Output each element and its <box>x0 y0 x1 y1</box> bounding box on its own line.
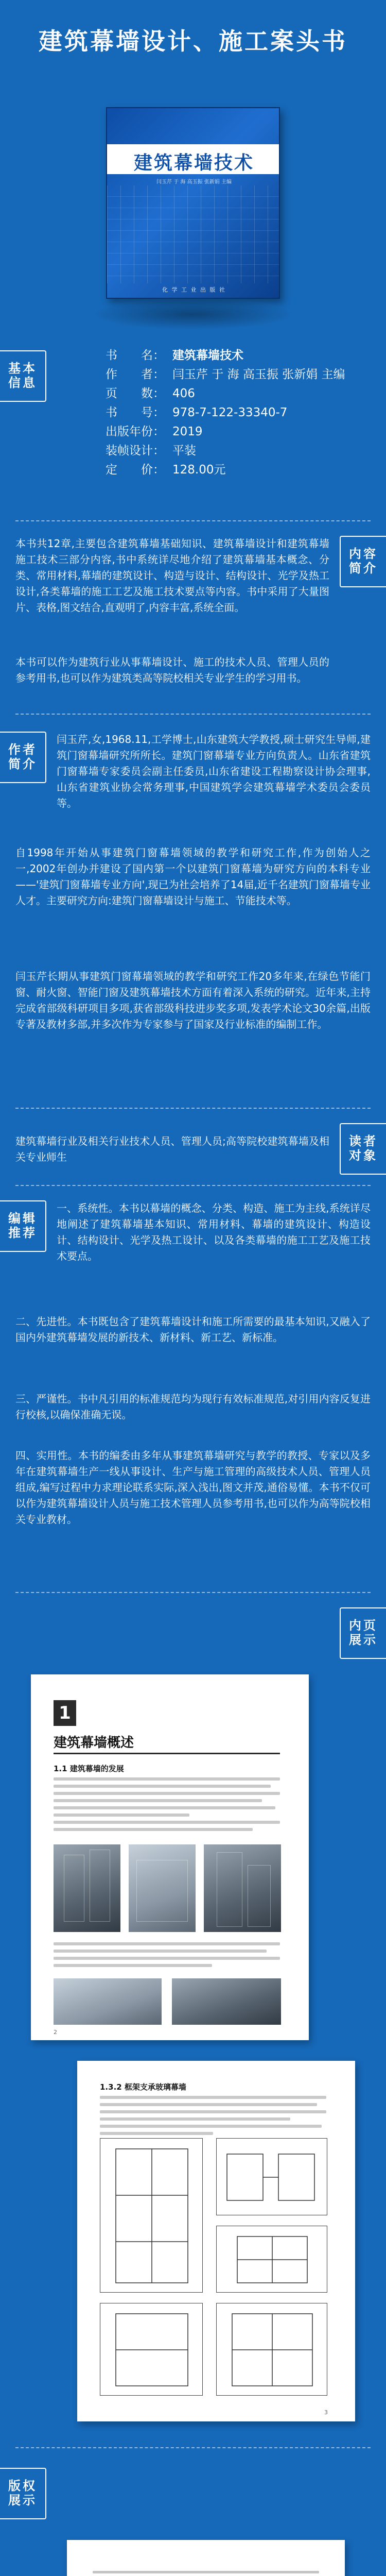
drawing-lines <box>217 2303 328 2396</box>
tag-preview-line2: 展示 <box>349 1633 378 1647</box>
divider <box>15 1108 371 1109</box>
book-cover <box>106 107 280 299</box>
chapter-title: 建筑幕墙概述 <box>54 1735 134 1751</box>
chapter-number: 1 <box>54 1700 76 1726</box>
preview-page-framed-glass <box>77 2061 355 2421</box>
features-text-1: 一、系统性。本书以幕墙的概念、分类、构造、施工为主线,系统详尽地阐述了建筑幕墙基本知识、常用材料、幕墙的建筑设计、构造设计、结构设计、光学及热工设计、以及各类幕墙的施工工艺及施工技术要点。 <box>57 1202 371 1262</box>
tag-basic-line1: 基本 <box>8 361 37 376</box>
author-intro-text-3: 闫玉芹长期从事建筑门窗幕墙领域的教学和研究工作20多年来,在绿色节能门窗、耐火窗、智能门窗及建筑幕墙技术方面有着深入系统的研究。近年来,主持完成省部级科研项目多项,获省部级科技进步奖多项,发表学术论文30余篇,出版专著及教材多部,并多次作为专家参与了国家及行业标准的编制工作。 <box>15 970 371 1030</box>
body-text-lines <box>54 1777 280 1835</box>
body-text-lines <box>100 2096 326 2139</box>
building-photo <box>54 1978 162 2025</box>
construction-drawing <box>216 2303 327 2396</box>
tag-author-line1: 作者 <box>8 742 37 757</box>
author-intro-text-2: 自1998年开始从事建筑门窗幕墙领域的教学和研究工作,作为创始人之一,2002年创办并建设了国内第一个以建筑门窗幕墙为研究方向的本科专业——'建筑门窗幕墙专业方向',现已为社会培养了14届,近千名建筑门窗幕墙专业人才。主要研究方向:建筑门窗幕墙设计与施工、节能技术等。 <box>15 846 371 907</box>
info-key: 页 数： <box>106 387 165 400</box>
info-value: 406 <box>172 387 195 400</box>
drawing-lines <box>217 2139 328 2216</box>
construction-drawing <box>216 2226 327 2293</box>
info-value: 建筑幕墙技术 <box>172 349 243 362</box>
section-title: 1.1 建筑幕墙的发展 <box>54 1764 124 1773</box>
info-row-title <box>106 346 373 365</box>
tag-author-line2: 简介 <box>8 757 37 771</box>
content-intro-text-2: 本书可以作为建筑行业从事幕墙设计、施工的技术人员、管理人员的参考用书,也可以作为建筑类高等院校相关专业学生的学习用书。 <box>15 656 329 684</box>
divider <box>15 1592 371 1593</box>
cover-shadow <box>93 299 293 330</box>
building-photo <box>204 1844 281 1932</box>
building-photo <box>172 1978 281 2025</box>
preface-text-lines <box>93 2571 319 2576</box>
book-facade-pattern <box>107 185 280 283</box>
readers-text: 建筑幕墙行业及相关行业技术人员、管理人员;高等院校建筑幕墙及相关专业师生 <box>15 1135 329 1163</box>
tag-copyright <box>0 2468 46 2519</box>
divider <box>15 1185 371 1186</box>
info-key: 出版年份： <box>106 425 165 438</box>
info-row-isbn <box>106 403 373 422</box>
features-text-2: 二、先进性。本书既包含了建筑幕墙设计和施工所需要的最基本知识,又融入了国内外建筑幕墙发展的新技术、新材料、新工艺、新标准。 <box>15 1315 371 1344</box>
book-title: 建筑幕墙技术 <box>133 152 254 174</box>
info-list <box>106 346 373 480</box>
building-photo <box>54 1844 120 1932</box>
info-value: 闫玉芹 于 海 高玉振 张新娟 主编 <box>172 368 345 381</box>
info-value: 平装 <box>172 444 196 457</box>
tag-readers <box>340 1123 386 1175</box>
info-row-price <box>106 461 373 480</box>
tag-content-intro <box>340 536 386 587</box>
building-photo <box>129 1844 196 1932</box>
page-number: 2 <box>54 2029 57 2036</box>
drawing-lines <box>100 2139 203 2293</box>
features-text-4: 四、实用性。本书的编委由多年从事建筑幕墙研究与教学的教授、专家以及多年在建筑幕墙生产一线从事设计、生产与施工管理的高级技术人员、管理人员组成,编写过程中力求理论联系实际,深入浅出,图文并茂,通俗易懂。本书不仅可以作为建筑幕墙设计人员与施工技术管理人员参考用书,也可以作为高等院校相关专业教材。 <box>15 1449 371 1526</box>
info-value: 128.00元 <box>172 463 226 477</box>
construction-drawing <box>216 2138 327 2215</box>
section-title: 1.3.2 框架支承玻璃幕墙 <box>100 2082 186 2092</box>
info-key: 装帧设计： <box>106 444 165 457</box>
info-row-pages <box>106 384 373 403</box>
info-key: 书 号： <box>106 406 165 419</box>
drawing-lines <box>100 2303 203 2396</box>
info-value: 2019 <box>172 425 203 438</box>
author-intro-text-1: 闫玉芹,女,1968.11,工学博士,山东建筑大学教授,硕士研究生导师,建筑门窗幕墙研究所所长。建筑门窗幕墙专业方向负责人。山东省建筑门窗幕墙专家委员会副主任委员,山东省建设工程勘察设计协会理事,山东省建筑业协会常务理事,中国建筑学会建筑幕墙学术委员会委员等。 <box>57 733 371 809</box>
construction-drawing <box>100 2303 203 2396</box>
copyright-page <box>67 2540 345 2576</box>
basic-info <box>0 340 386 510</box>
tag-features-line2: 推荐 <box>8 1226 37 1240</box>
divider <box>15 714 371 715</box>
content-intro-text: 本书共12章,主要包含建筑幕墙基础知识、建筑幕墙设计和建筑幕墙施工技术三部分内容,书中系统详尽地介绍了建筑幕墙基本概念、分类、常用材料,幕墙的建筑设计、构造与设计、结构设计、光学及热工设计,各类幕墙的施工工艺及施工技术要点等内容。书中采用了大量图片、表格,图文结合,直观明了,内容丰富,系统全面。 <box>15 537 329 614</box>
tag-preview-line1: 内页 <box>349 1618 378 1633</box>
info-row-year <box>106 422 373 442</box>
divider <box>15 520 371 521</box>
tag-basic-line2: 信息 <box>8 376 37 390</box>
info-row-author <box>106 365 373 384</box>
tag-author-intro <box>0 732 46 783</box>
tag-content-line1: 内容 <box>349 547 378 562</box>
tag-preview <box>340 1607 386 1659</box>
book-authors: 闫玉芹 于 海 高玉振 张新娟 主编 <box>156 179 232 185</box>
drawing-lines <box>217 2226 328 2293</box>
tag-copyright-line2: 展示 <box>8 2493 37 2507</box>
tag-readers-line2: 对象 <box>349 1148 378 1163</box>
cover-stage <box>0 77 386 299</box>
tag-features <box>0 1200 46 1252</box>
banner-title: 建筑幕墙设计、施工案头书 <box>39 27 347 55</box>
chapter-rule <box>54 1753 280 1754</box>
body-text-lines <box>54 1942 280 1971</box>
info-key: 书 名： <box>106 349 165 362</box>
construction-drawing <box>100 2138 203 2293</box>
features-text-3: 三、严谨性。书中凡引用的标准规范均为现行有效标准规范,对引用内容反复进行校核,以确保准确无误。 <box>15 1393 371 1421</box>
header-banner <box>0 0 386 77</box>
tag-copyright-line1: 版权 <box>8 2479 37 2494</box>
info-row-binding <box>106 442 373 461</box>
tag-content-line2: 简介 <box>349 561 378 575</box>
book-publisher: 化 学 工 业 出 版 社 <box>162 286 226 293</box>
preview-page-chapter-1 <box>31 1674 309 2040</box>
page-number: 3 <box>324 2409 328 2416</box>
divider <box>15 2447 371 2448</box>
info-value: 978-7-122-33340-7 <box>172 406 288 419</box>
tag-readers-line1: 读者 <box>349 1134 378 1149</box>
tag-features-line1: 编辑 <box>8 1211 37 1226</box>
info-key: 定 价： <box>106 463 165 477</box>
info-key: 作 者： <box>106 368 165 381</box>
